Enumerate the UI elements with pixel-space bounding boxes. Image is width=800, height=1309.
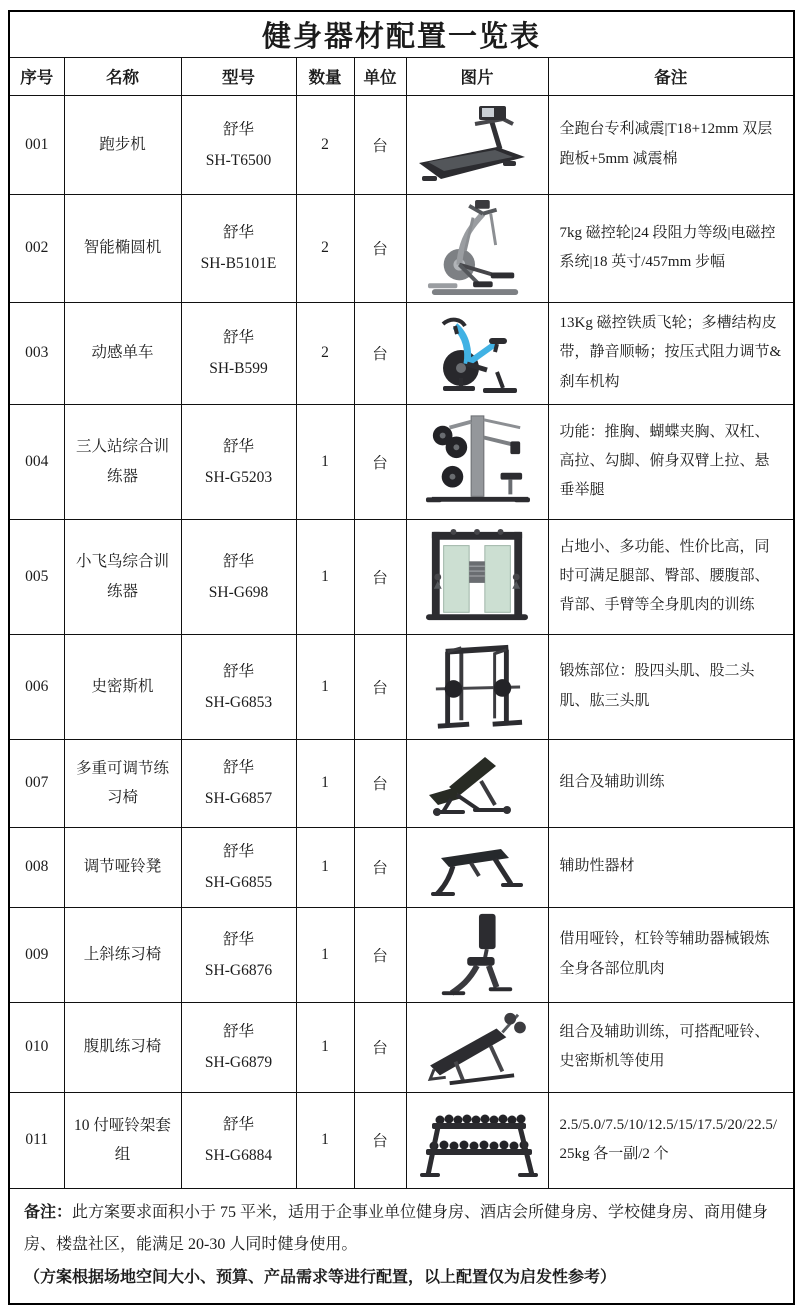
equipment-model <box>181 194 296 302</box>
row-number: 006 <box>9 634 64 739</box>
unit: 台 <box>354 404 406 519</box>
column-header-remark: 备注 <box>548 57 794 95</box>
remarks: 全跑台专利减震|T18+12mm 双层跑板+5mm 减震棉 <box>548 95 794 194</box>
remarks: 辅助性器材 <box>548 827 794 907</box>
row-number: 009 <box>9 907 64 1002</box>
brand-name: 舒华 <box>222 224 254 241</box>
table-row <box>9 739 794 827</box>
product-image-cell <box>406 95 548 194</box>
remarks: 13Kg 磁控铁质飞轮；多槽结构皮带，静音顺畅；按压式阻力调节&刹车机构 <box>548 302 794 404</box>
functional-trainer-image <box>421 526 533 628</box>
model-number: SH-B5101E <box>200 255 277 272</box>
equipment-model <box>181 95 296 194</box>
footer-text-2: （方案根据场地空间大小、预算、产品需求等进行配置，以上配置仅为启发性参考） <box>24 1269 617 1287</box>
row-number: 010 <box>9 1002 64 1092</box>
product-image-cell <box>406 302 548 404</box>
unit: 台 <box>354 194 406 302</box>
table-row <box>9 907 794 1002</box>
equipment-name: 腹肌练习椅 <box>64 1002 181 1092</box>
row-number: 011 <box>9 1092 64 1188</box>
equipment-name: 小飞鸟综合训练器 <box>64 519 181 634</box>
equipment-model <box>181 739 296 827</box>
model-number: SH-T6500 <box>205 151 272 169</box>
product-image-cell <box>406 827 548 907</box>
equipment-model <box>181 1092 296 1188</box>
product-image-cell <box>406 634 548 739</box>
table-row <box>9 194 794 302</box>
model-number: SH-G6857 <box>204 790 273 807</box>
row-number: 007 <box>9 739 64 827</box>
model-number: SH-G6853 <box>204 693 273 711</box>
dumbbell-rack-image <box>414 1097 540 1183</box>
product-image-cell <box>406 907 548 1002</box>
footer-text-1: 此方案要求面积小于 75 平米，适用于企事业单位健身房、酒店会所健身房、学校健身房、商用健身房、楼盘社区，能满足 20-30 人同时健身使用。 <box>24 1203 769 1254</box>
table-row <box>9 519 794 634</box>
product-image-cell <box>406 404 548 519</box>
model-number: SH-G6876 <box>204 961 273 979</box>
multi-station-gym-image <box>417 410 537 514</box>
treadmill-image <box>413 101 541 189</box>
footer-row <box>9 1188 794 1304</box>
quantity: 2 <box>296 302 354 404</box>
column-header-model: 型号 <box>181 57 296 95</box>
row-number: 001 <box>9 95 64 194</box>
table-row <box>9 404 794 519</box>
column-header-image: 图片 <box>406 57 548 95</box>
remarks: 2.5/5.0/7.5/10/12.5/15/17.5/20/22.5/25kg 各一副/2 个 <box>548 1092 794 1188</box>
brand-name: 舒华 <box>222 1023 254 1040</box>
equipment-model <box>181 519 296 634</box>
quantity: 2 <box>296 194 354 302</box>
remarks: 组合及辅助训练 <box>548 739 794 827</box>
model-number: SH-G6855 <box>204 874 273 891</box>
spin-bike-image <box>419 308 535 398</box>
footer-note <box>9 1188 794 1304</box>
product-image-cell <box>406 1002 548 1092</box>
unit: 台 <box>354 1002 406 1092</box>
row-number: 003 <box>9 302 64 404</box>
brand-name: 舒华 <box>222 120 254 138</box>
quantity: 1 <box>296 827 354 907</box>
remarks: 组合及辅助训练，可搭配哑铃、史密斯机等使用 <box>548 1002 794 1092</box>
row-number: 002 <box>9 194 64 302</box>
product-image-cell <box>406 519 548 634</box>
equipment-name: 调节哑铃凳 <box>64 827 181 907</box>
remarks: 占地小、多功能、性价比高，同时可满足腿部、臀部、腰腹部、背部、手臂等全身肌肉的训练 <box>548 519 794 634</box>
model-number: SH-G5203 <box>204 468 273 486</box>
incline-chair-image <box>433 910 521 1000</box>
footer-label: 备注： <box>24 1203 73 1221</box>
quantity: 1 <box>296 739 354 827</box>
adjustable-bench-image <box>421 747 533 819</box>
remarks: 锻炼部位：股四头肌、股二头肌、肱三头肌 <box>548 634 794 739</box>
equipment-name: 跑步机 <box>64 95 181 194</box>
table-title: 健身器材配置一览表 <box>9 11 794 57</box>
unit: 台 <box>354 907 406 1002</box>
row-number: 008 <box>9 827 64 907</box>
title-row <box>9 11 794 57</box>
table-row <box>9 634 794 739</box>
table-row <box>9 1002 794 1092</box>
product-image-cell <box>406 739 548 827</box>
equipment-name: 多重可调节练习椅 <box>64 739 181 827</box>
column-header-name: 名称 <box>64 57 181 95</box>
equipment-name: 动感单车 <box>64 302 181 404</box>
quantity: 1 <box>296 634 354 739</box>
quantity: 1 <box>296 1092 354 1188</box>
equipment-name: 智能椭圆机 <box>64 194 181 302</box>
brand-name: 舒华 <box>222 1116 254 1133</box>
equipment-name: 三人站综合训练器 <box>64 404 181 519</box>
table-row <box>9 95 794 194</box>
table-row <box>9 827 794 907</box>
remarks: 功能：推胸、蝴蝶夹胸、双杠、高拉、勾脚、俯身双臂上拉、悬垂举腿 <box>548 404 794 519</box>
model-number: SH-G6879 <box>204 1054 273 1071</box>
unit: 台 <box>354 1092 406 1188</box>
equipment-model <box>181 302 296 404</box>
column-header-no: 序号 <box>9 57 64 95</box>
smith-machine-image <box>417 640 537 734</box>
dumbbell-bench-image <box>427 832 527 902</box>
header-row <box>9 57 794 95</box>
equipment-model <box>181 1002 296 1092</box>
brand-name: 舒华 <box>222 552 254 570</box>
equipment-model <box>181 827 296 907</box>
quantity: 1 <box>296 519 354 634</box>
ab-bench-image <box>419 1005 535 1089</box>
brand-name: 舒华 <box>222 759 254 776</box>
unit: 台 <box>354 634 406 739</box>
equipment-name: 10 付哑铃架套组 <box>64 1092 181 1188</box>
equipment-model <box>181 404 296 519</box>
equipment-table <box>8 10 795 1305</box>
column-header-qty: 数量 <box>296 57 354 95</box>
row-number: 005 <box>9 519 64 634</box>
equipment-model <box>181 907 296 1002</box>
equipment-name: 史密斯机 <box>64 634 181 739</box>
product-image-cell <box>406 1092 548 1188</box>
brand-name: 舒华 <box>222 437 254 455</box>
quantity: 2 <box>296 95 354 194</box>
table-row <box>9 302 794 404</box>
quantity: 1 <box>296 404 354 519</box>
row-number: 004 <box>9 404 64 519</box>
elliptical-image <box>425 198 529 298</box>
unit: 台 <box>354 95 406 194</box>
equipment-model <box>181 634 296 739</box>
brand-name: 舒华 <box>222 930 254 948</box>
brand-name: 舒华 <box>222 329 254 346</box>
unit: 台 <box>354 302 406 404</box>
model-number: SH-B599 <box>209 360 268 377</box>
quantity: 1 <box>296 1002 354 1092</box>
footer-line-1 <box>24 1197 779 1263</box>
model-number: SH-G6884 <box>204 1147 273 1164</box>
brand-name: 舒华 <box>222 843 254 860</box>
unit: 台 <box>354 827 406 907</box>
unit: 台 <box>354 739 406 827</box>
quantity: 1 <box>296 907 354 1002</box>
equipment-name: 上斜练习椅 <box>64 907 181 1002</box>
remarks: 借用哑铃，杠铃等辅助器械锻炼全身各部位肌肉 <box>548 907 794 1002</box>
table-row <box>9 1092 794 1188</box>
product-image-cell <box>406 194 548 302</box>
column-header-unit: 单位 <box>354 57 406 95</box>
unit: 台 <box>354 519 406 634</box>
model-number: SH-G698 <box>208 583 269 601</box>
brand-name: 舒华 <box>222 662 254 680</box>
remarks: 7kg 磁控轮|24 段阻力等级|电磁控系统|18 英寸/457mm 步幅 <box>548 194 794 302</box>
